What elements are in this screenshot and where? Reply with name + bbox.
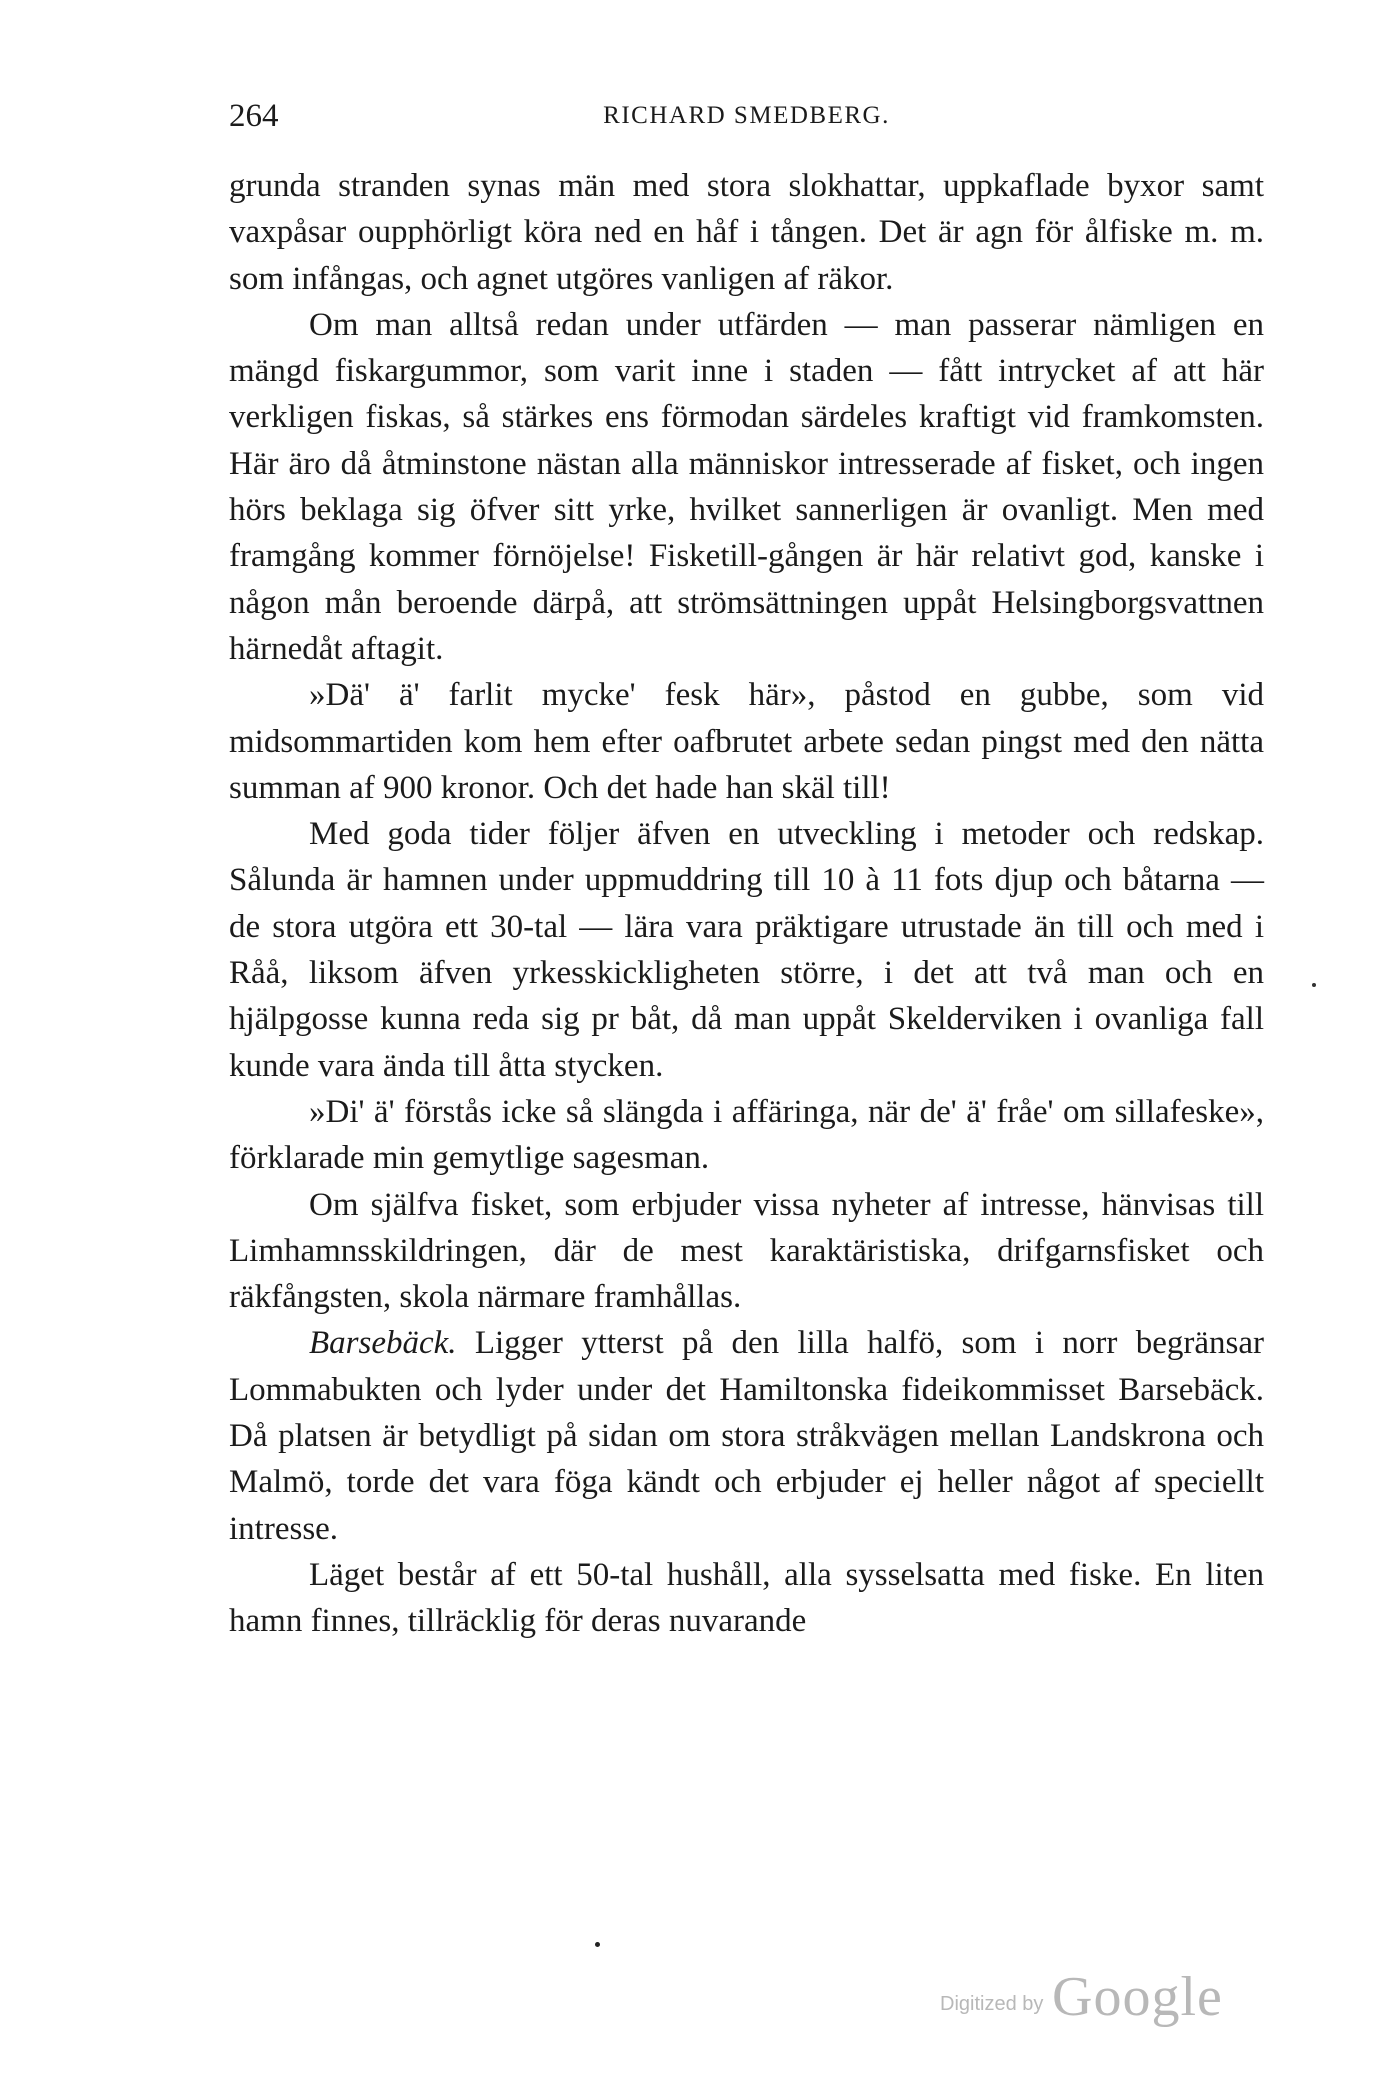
watermark-prefix: Digitized by [940,1993,1044,2015]
stray-mark [595,1942,600,1947]
paragraph: Om själfva fisket, som erbjuder vissa nyheter af intresse, hänvisas till Limhamnsskildringen, där de mest karaktäristiska, drifgarnsfisket och räkfångsten, skola närmare framhållas. [229,1186,1264,1316]
paragraph-quote: »Dä' ä' farlit mycke' fesk här», påstod en gubbe, som vid midsommartiden kom hem efter oafbrutet arbete sedan pingst med den nätta summan af 900 kronor. Och det hade han skäl till! [229,677,1264,806]
paragraph-continued: grunda stranden synas män med stora slokhattar, uppkaflade byxor samt vaxpåsar oupphörligt köra ned en håf i tången. Det är agn för ålfiske m. m. som infångas, och agnet utgöres vanligen af räkor. [229,168,1264,297]
text-body [229,163,1264,1645]
digitized-watermark [940,1965,1240,2028]
barseback-text: Ligger ytterst på den lilla halfö, som i norr begränsar Lommabukten och lyder under det Hamiltonska fideikommisset Barsebäck. Då platsen är betydligt på sidan om stora stråkvägen mellan Landskrona och Malmö, torde det vara föga kändt och erbjuder ej heller något af speciellt intresse. [229,1325,1264,1547]
paragraph-barseback [229,1320,1264,1551]
paragraph-last: Läget består af ett 50-tal hushåll, alla sysselsatta med fiske. En liten hamn finnes, tillräcklig för deras nuvarande [229,1556,1264,1640]
paragraph: Om man alltså redan under utfärden — man passerar nämligen en mängd fiskargummor, som varit inne i staden — fått intrycket af att här verkligen fiskas, så stärkes ens förmodan särdeles kraftigt vid framkomsten. Här äro då åtminstone nästan alla människor intresserade af fisket, och ingen hörs beklaga sig öfver sitt yrke, hvilket sannerligen är ovanligt. Men med framgång kommer förnöjelse! Fisketill-gången är här relativt god, kanske i någon mån beroende därpå, att strömsättningen uppåt Helsingborgsvattnen härnedåt aftagit. [229,306,1264,667]
google-logo: Google [1052,1966,1223,2028]
page-header [229,98,1264,138]
place-name-barseback: Barsebäck. [309,1325,457,1362]
stray-mark [1312,983,1316,987]
page-number: 264 [229,98,279,134]
paragraph-quote: »Di' ä' förstås icke så slängda i affäringa, när de' ä' fråe' om sillafeske», förklarade min gemytlige sagesman. [229,1093,1264,1177]
running-head: RICHARD SMEDBERG. [603,102,890,129]
paragraph: Med goda tider följer äfven en utveckling i metoder och redskap. Sålunda är hamnen under uppmuddring till 10 à 11 fots djup och båtarna — de stora utgöra ett 30-tal — lära vara präktigare utrustade än till och med i Råå, liksom äfven yrkesskickligheten större, i det att två man och en hjälpgosse kunna reda sig pr båt, då man uppåt Skelderviken i ovanliga fall kunde vara ända till åtta stycken. [229,816,1264,1084]
